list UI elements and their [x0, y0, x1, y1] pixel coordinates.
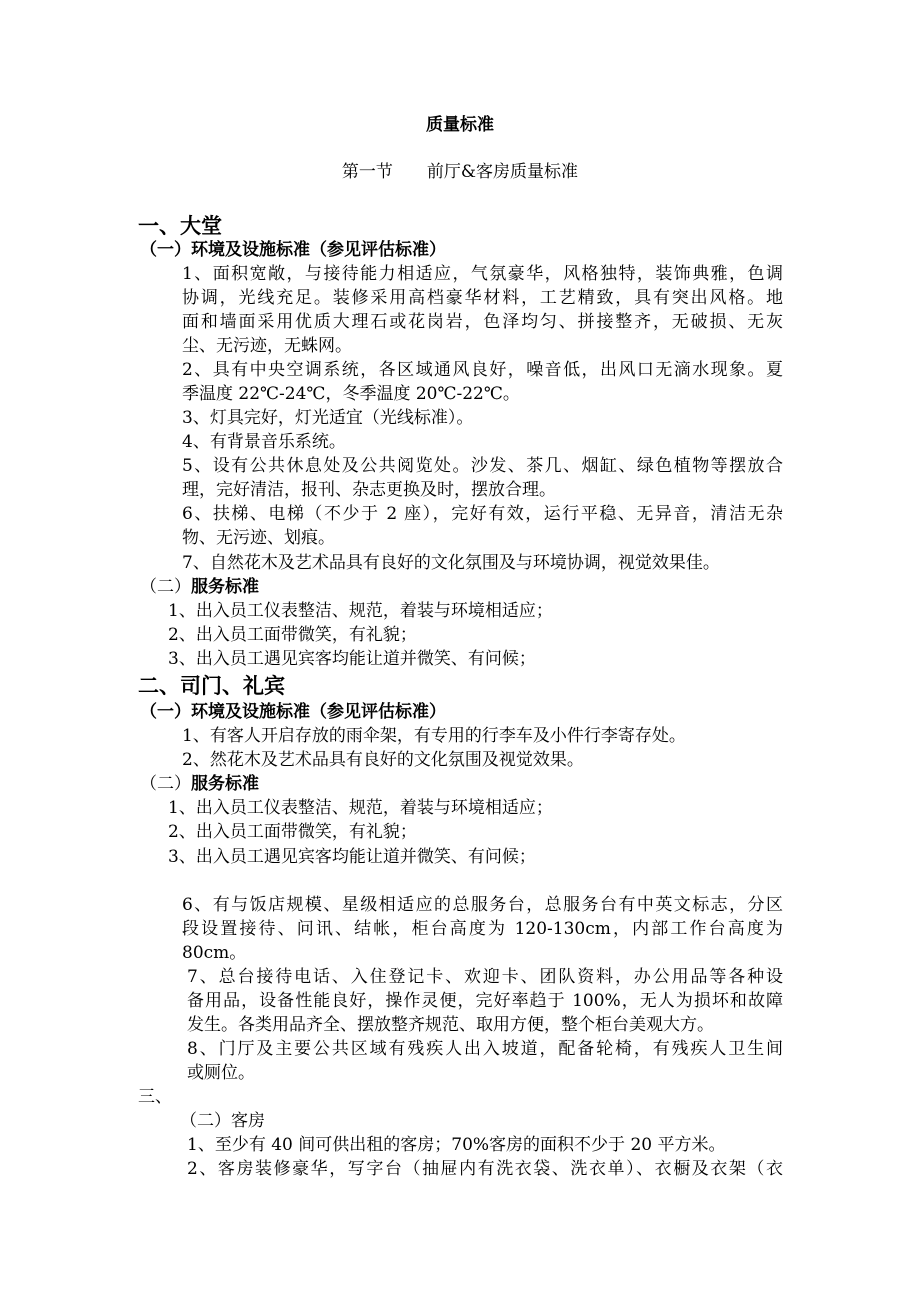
- section-heading-concierge: 二、司门、礼宾: [138, 674, 285, 698]
- env-line: 协调，光线充足。装修采用高档豪华材料，工艺精致，具有突出风格。地: [182, 288, 783, 308]
- desk-line: 7、总台接待电话、入住登记卡、欢迎卡、团队资料，办公用品等各种设: [187, 967, 783, 987]
- rooms-line: 2、客房装修豪华，写字台（抽屉内有洗衣袋、洗衣单）、衣橱及衣架（衣: [187, 1159, 783, 1179]
- env-line: 尘、无污迹，无蛛网。: [182, 336, 352, 356]
- env-line: 面和墙面采用优质大理石或花岗岩，色泽均匀、拼接整齐，无破损、无灰: [182, 312, 783, 332]
- env-line: 1、有客人开启存放的雨伞架，有专用的行李车及小件行李寄存处。: [182, 726, 686, 746]
- env-line: 季温度 22℃-24℃，冬季温度 20℃-22℃。: [182, 384, 520, 404]
- desk-line: 或厕位。: [187, 1063, 255, 1083]
- env-line: 3、灯具完好，灯光适宜（光线标准）。: [182, 408, 474, 428]
- env-line: 2、具有中央空调系统，各区域通风良好，噪音低，出风口无滴水现象。夏: [182, 360, 783, 380]
- env-line: 6、扶梯、电梯（不少于 2 座），完好有效，运行平稳、无异音，清洁无杂: [182, 504, 783, 524]
- desk-line: 段设置接待、问讯、结帐，柜台高度为 120-130cm，内部工作台高度为: [182, 919, 783, 939]
- service-heading: [140, 575, 259, 599]
- env-line: 理，完好清洁，报刊、杂志更换及时，摆放合理。: [182, 480, 556, 500]
- section-subtitle: 第一节 前厅&客房质量标准: [341, 162, 579, 182]
- env-line: 物、无污迹、划痕。: [182, 528, 335, 548]
- env-line: 1、面积宽敞，与接待能力相适应，气氛豪华，风格独特，装饰典雅，色调: [182, 264, 783, 284]
- env-line: 5、设有公共休息处及公共阅览处。沙发、茶几、烟缸、绿色植物等摆放合: [182, 456, 783, 476]
- env-line: 2、然花木及艺术品具有良好的文化氛围及视觉效果。: [182, 750, 584, 770]
- service-heading-prefix: （二）: [140, 774, 191, 794]
- rooms-line: 1、至少有 40 间可供出租的客房；70%客房的面积不少于 20 平方米。: [187, 1135, 726, 1155]
- service-heading-text: 服务标准: [191, 577, 259, 597]
- service-line: 3、出入员工遇见宾客均能让道并微笑、有问候；: [168, 649, 536, 669]
- env-heading: （一）环境及设施标准（参见评估标准）: [140, 702, 446, 722]
- desk-line: 8、门厅及主要公共区域有残疾人出入坡道，配备轮椅，有残疾人卫生间: [187, 1039, 783, 1059]
- env-line: 7、自然花木及艺术品具有良好的文化氛围及与环境协调，视觉效果佳。: [182, 553, 720, 573]
- service-heading-text: 服务标准: [191, 774, 259, 794]
- env-line: 4、有背景音乐系统。: [182, 432, 346, 452]
- service-line: 1、出入员工仪表整洁、规范，着装与环境相适应；: [168, 601, 553, 621]
- section-heading-three: 三、: [138, 1087, 172, 1107]
- service-heading-prefix: （二）: [140, 577, 191, 597]
- service-heading: [140, 772, 259, 796]
- section-heading-lobby: 一、大堂: [138, 214, 222, 238]
- desk-line: 发生。各类用品齐全、摆放整齐规范、取用方便，整个柜台美观大方。: [187, 1015, 714, 1035]
- document-title: 质量标准: [426, 115, 494, 135]
- desk-line: 备用品，设备性能良好，操作灵便，完好率趋于 100%，无人为损坏和故障: [187, 991, 783, 1011]
- service-line: 1、出入员工仪表整洁、规范，着装与环境相适应；: [168, 798, 553, 818]
- service-line: 2、出入员工面带微笑，有礼貌；: [168, 822, 417, 842]
- rooms-heading: （二）客房: [180, 1111, 265, 1131]
- service-line: 3、出入员工遇见宾客均能让道并微笑、有问候；: [168, 847, 536, 867]
- env-heading: （一）环境及设施标准（参见评估标准）: [140, 240, 446, 260]
- desk-line: 6、有与饭店规模、星级相适应的总服务台，总服务台有中英文标志，分区: [182, 895, 783, 915]
- service-line: 2、出入员工面带微笑，有礼貌；: [168, 625, 417, 645]
- desk-line: 80cm。: [182, 943, 247, 963]
